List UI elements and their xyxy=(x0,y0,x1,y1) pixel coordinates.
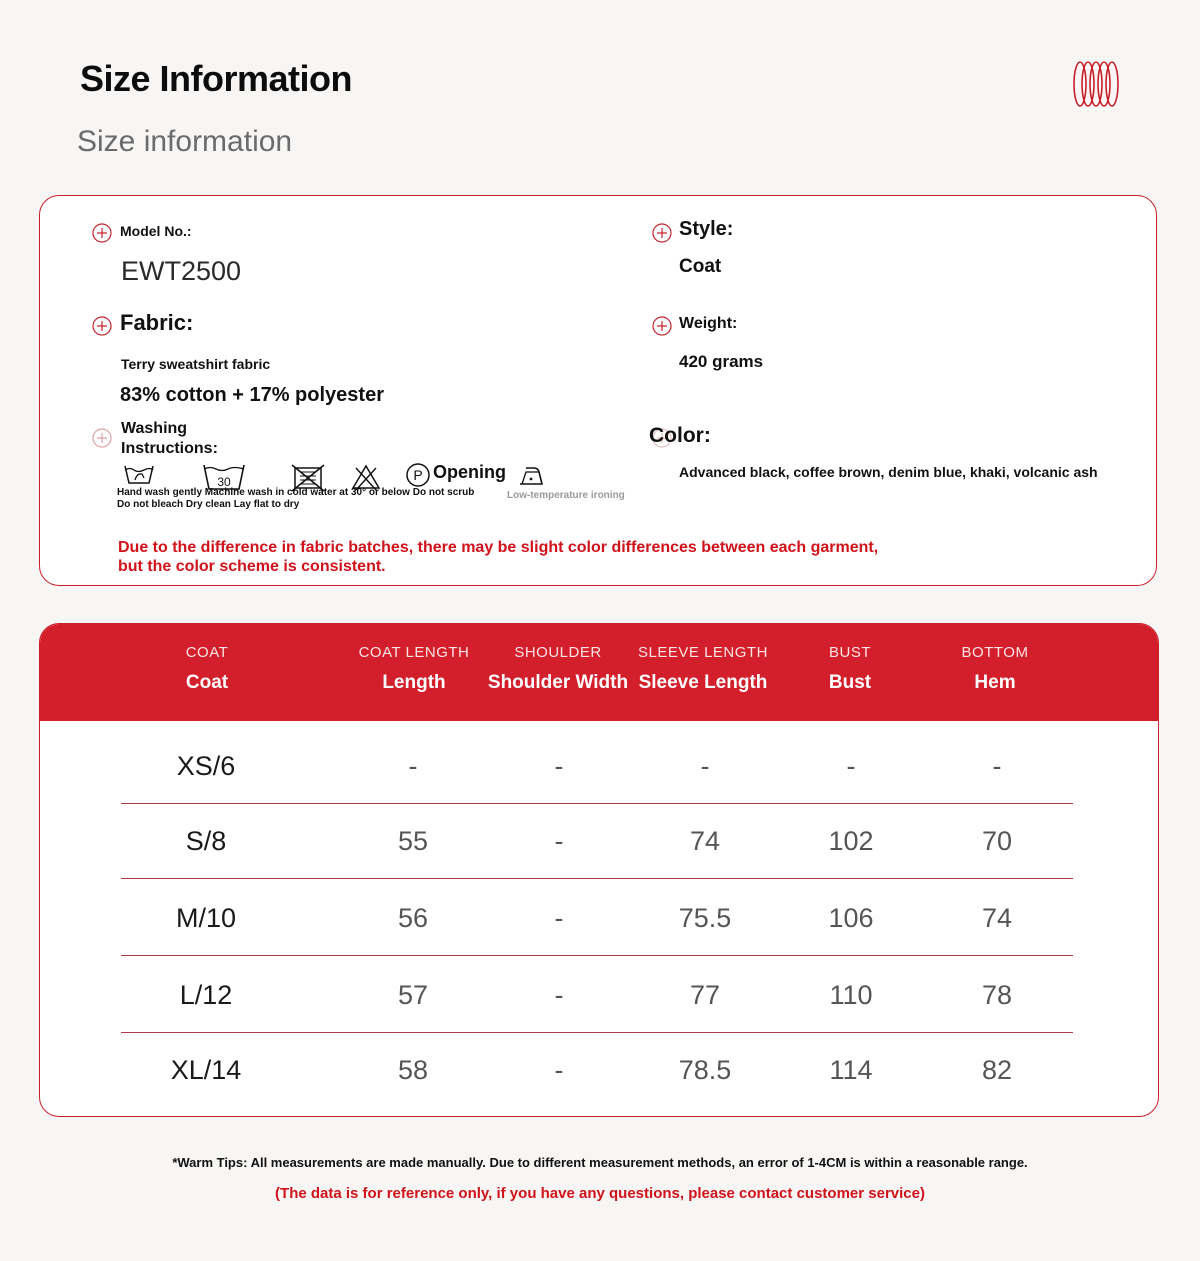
model-value: EWT2500 xyxy=(121,256,242,286)
care-instructions-line-2: Do not bleach Dry clean Lay flat to dry xyxy=(117,499,300,510)
row-divider xyxy=(121,955,1073,957)
hand-wash-icon xyxy=(122,462,156,486)
warm-tips: *Warm Tips: All measurements are made manually. Due to different measurement methods, an error of 1-4CM is within a reasonable range. xyxy=(172,1155,1028,1170)
table-row: S/8 55 - 74 102 70 xyxy=(121,804,1073,879)
weight-value: 420 grams xyxy=(679,352,764,371)
plus-circle-icon xyxy=(92,316,112,336)
table-row: L/12 57 - 77 110 78 xyxy=(121,958,1073,1033)
fabric-composition: 83% cotton + 17% polyester xyxy=(120,384,384,406)
style-label: Style: xyxy=(679,218,734,240)
concentric-ovals-logo-icon xyxy=(1070,58,1122,110)
plus-circle-icon xyxy=(92,428,112,448)
table-row: XS/6 - - - - - xyxy=(121,729,1073,804)
style-value: Coat xyxy=(679,256,722,277)
fabric-type: Terry sweatshirt fabric xyxy=(121,356,271,372)
table-row: M/10 56 - 75.5 106 74 xyxy=(121,881,1073,956)
product-info-card xyxy=(39,195,1157,586)
care-instructions-line-1: Hand wash gently Machine wash in cold water at 30° or below Do not scrub xyxy=(117,487,475,498)
opening-label: Opening xyxy=(433,462,506,482)
page-subtitle: Size information xyxy=(77,125,293,158)
fabric-label: Fabric: xyxy=(120,310,194,335)
plus-circle-icon xyxy=(652,316,672,336)
plus-circle-icon xyxy=(92,223,112,243)
color-difference-note: Due to the difference in fabric batches, there may be slight color differences between each garment, but the color scheme is consistent. xyxy=(118,539,879,575)
color-value: Advanced black, coffee brown, denim blue, khaki, volcanic ash xyxy=(679,464,1098,480)
ironing-label: Low-temperature ironing xyxy=(507,490,625,501)
dry-clean-icon xyxy=(405,462,431,488)
size-table-header: COAT Coat COAT LENGTH Length SHOULDER Shoulder Width SLEEVE LENGTH Sleeve Length BUST Bust BOTTOM Hem xyxy=(40,624,1158,721)
size-table xyxy=(39,623,1159,1117)
weight-label: Weight: xyxy=(679,315,738,332)
plus-circle-icon xyxy=(652,223,672,243)
row-divider xyxy=(121,878,1073,880)
page-title: Size Information xyxy=(80,58,353,99)
svg-text:P: P xyxy=(413,467,423,483)
washing-label: Washing Instructions: xyxy=(121,420,218,457)
low-temp-iron-icon xyxy=(517,462,545,488)
model-label: Model No.: xyxy=(120,223,192,239)
contact-note: (The data is for reference only, if you have any questions, please contact customer service) xyxy=(275,1185,925,1202)
table-row: XL/14 58 - 78.5 114 82 xyxy=(170,1055,1013,1085)
color-label: Color: xyxy=(649,424,711,447)
svg-text:30: 30 xyxy=(217,475,231,489)
